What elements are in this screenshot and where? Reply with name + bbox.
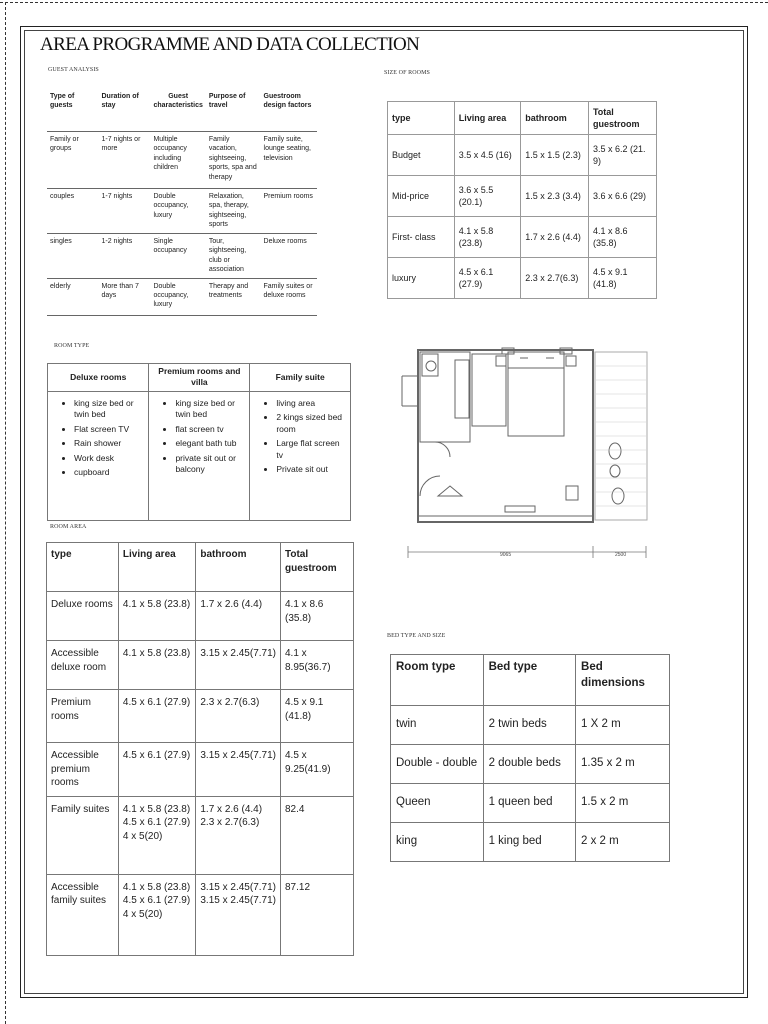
table-cell: Family suites xyxy=(47,796,119,874)
table-row xyxy=(47,641,354,690)
cell-line: 3.15 x 2.45(7.71) xyxy=(200,648,276,659)
table-header-cell: Premium rooms and villa xyxy=(149,364,250,392)
table-cell: Deluxe rooms xyxy=(47,592,119,641)
room-type-table xyxy=(47,363,351,521)
room-area-table xyxy=(46,542,354,956)
table-cell: Family vacation, sightseeing, sports, spa and therapy xyxy=(206,132,261,189)
cell-line: 4.5 x 6.1 (27.9) xyxy=(122,895,191,906)
list-item: • Large flat screen tv xyxy=(276,438,346,461)
table-header-cell: type xyxy=(47,543,119,592)
table-cell: singles xyxy=(47,233,98,278)
table-cell: Budget xyxy=(388,135,455,176)
table-cell xyxy=(118,874,195,955)
table-cell: Family suites or deluxe rooms xyxy=(261,278,317,315)
list-item: • king size bed or twin bed xyxy=(74,398,144,421)
table-cell xyxy=(118,592,195,641)
table-cell: twin xyxy=(391,706,484,745)
list-item: • cupboard xyxy=(74,467,144,478)
table-row xyxy=(47,132,317,189)
table-cell: Therapy and treatments xyxy=(206,278,261,315)
page-dashed-border-top xyxy=(0,2,768,3)
list-item: • private sit out or balcony xyxy=(175,453,245,476)
list-item: • flat screen tv xyxy=(175,424,245,435)
table-cell: 3.6 x 6.6 (29) xyxy=(588,176,656,217)
cell-line: 3.15 x 2.45(7.71) xyxy=(200,881,276,893)
table-header-cell: Guestroom design factors xyxy=(261,88,317,132)
table-cell xyxy=(196,874,281,955)
table-cell: 1 X 2 m xyxy=(576,706,670,745)
table-cell xyxy=(196,592,281,641)
table-cell: 3.5 x 4.5 (16) xyxy=(454,135,521,176)
table-row xyxy=(47,189,317,234)
table-cell: elderly xyxy=(47,278,98,315)
page-dashed-border-left xyxy=(5,2,6,1024)
table-cell xyxy=(118,690,195,743)
table-cell: 1-7 nights or more xyxy=(98,132,150,189)
table-cell: Premium rooms xyxy=(261,189,317,234)
table-cell xyxy=(196,690,281,743)
section-label-room-area: ROOM AREA xyxy=(50,524,87,530)
table-cell: 87.12 xyxy=(280,874,353,955)
cell-line: 4 x 5(20) xyxy=(122,908,163,920)
list-item: • Private sit out xyxy=(276,464,346,475)
table-cell: 4.5 x 9.1 (41.8) xyxy=(588,258,656,299)
table-row xyxy=(47,874,354,955)
table-row xyxy=(47,233,317,278)
guest-analysis-table xyxy=(47,88,317,316)
cell-line: 3.15 x 2.45(7.71) xyxy=(200,895,276,906)
table-row xyxy=(388,176,657,217)
table-row xyxy=(391,745,670,784)
table-row xyxy=(47,743,354,797)
cell-line: 4.5 x 6.1 (27.9) xyxy=(122,817,191,828)
table-cell: Double occupancy, luxury xyxy=(150,189,205,234)
table-row xyxy=(391,784,670,823)
table-header-cell: Duration of stay xyxy=(98,88,150,132)
list-item: • Flat screen TV xyxy=(74,424,144,435)
table-row xyxy=(47,278,317,315)
cell-line: 4.5 x 6.1 (27.9) xyxy=(122,750,191,761)
table-row xyxy=(48,391,351,520)
list-item: • 2 kings sized bed room xyxy=(276,412,346,435)
table-cell: 4.1 x 8.95(36.7) xyxy=(280,641,353,690)
list-item: • Work desk xyxy=(74,453,144,464)
table-cell: Accessible premium rooms xyxy=(47,743,119,797)
table-cell: Family suite, lounge seating, television xyxy=(261,132,317,189)
bed-type-table xyxy=(390,654,670,862)
table-header-cell: Guest characteristics xyxy=(150,88,205,132)
table-header-row xyxy=(47,88,317,132)
cell-line: 4.1 x 5.8 (23.8) xyxy=(122,648,191,659)
table-cell: couples xyxy=(47,189,98,234)
table-cell: More than 7 days xyxy=(98,278,150,315)
table-cell: 1.5 x 2 m xyxy=(576,784,670,823)
table-cell: 1.5 x 1.5 (2.3) xyxy=(521,135,589,176)
table-cell: Double occupancy, luxury xyxy=(150,278,205,315)
table-header-cell: Purpose of travel xyxy=(206,88,261,132)
table-header-cell: type xyxy=(388,102,455,135)
table-header-cell: bathroom xyxy=(196,543,281,592)
table-cell: First- class xyxy=(388,217,455,258)
table-cell: 3.6 x 5.5 (20.1) xyxy=(454,176,521,217)
table-header-cell: Bed type xyxy=(483,655,575,706)
table-cell: 4.1 x 8.6 (35.8) xyxy=(280,592,353,641)
table-cell: 1.7 x 2.6 (4.4) xyxy=(521,217,589,258)
table-cell xyxy=(48,391,149,520)
table-cell: 4.5 x 9.25(41.9) xyxy=(280,743,353,797)
feature-list-family-suite xyxy=(254,398,346,476)
table-cell xyxy=(196,743,281,797)
table-cell: 1-7 nights xyxy=(98,189,150,234)
table-cell: Double - double xyxy=(391,745,484,784)
table-cell: 2 twin beds xyxy=(483,706,575,745)
table-cell: Accessible family suites xyxy=(47,874,119,955)
table-header-cell: Living area xyxy=(454,102,521,135)
table-cell: 1 king bed xyxy=(483,823,575,862)
table-cell: king xyxy=(391,823,484,862)
table-cell: 4.5 x 9.1 (41.8) xyxy=(280,690,353,743)
page-title: AREA PROGRAMME AND DATA COLLECTION xyxy=(40,34,420,55)
table-row xyxy=(47,796,354,874)
table-header-cell: Total guestroom xyxy=(588,102,656,135)
table-cell: 3.5 x 6.2 (21. 9) xyxy=(588,135,656,176)
cell-line: 1.7 x 2.6 (4.4) xyxy=(200,803,263,815)
table-cell: 4.1 x 5.8 (23.8) xyxy=(454,217,521,258)
table-cell: 1.35 x 2 m xyxy=(576,745,670,784)
table-row xyxy=(47,690,354,743)
cell-line: 1.7 x 2.6 (4.4) xyxy=(200,599,263,610)
size-of-rooms-table xyxy=(387,101,657,299)
table-cell xyxy=(118,743,195,797)
cell-line: 4.1 x 5.8 (23.8) xyxy=(122,881,191,893)
section-label-size-of-rooms: SIZE OF ROOMS xyxy=(384,70,430,76)
table-cell: luxury xyxy=(388,258,455,299)
table-cell: Premium rooms xyxy=(47,690,119,743)
cell-line: 2.3 x 2.7(6.3) xyxy=(200,817,260,828)
section-label-guest-analysis: GUEST ANALYSIS xyxy=(48,67,99,73)
table-cell: Tour, sightseeing, club or association xyxy=(206,233,261,278)
table-cell xyxy=(118,641,195,690)
table-row xyxy=(388,217,657,258)
guestroom-floor-plan xyxy=(400,346,652,560)
table-cell xyxy=(118,796,195,874)
cell-line: 4.5 x 6.1 (27.9) xyxy=(122,697,191,708)
table-row xyxy=(388,258,657,299)
table-header-cell: Room type xyxy=(391,655,484,706)
section-label-room-type: ROOM TYPE xyxy=(54,343,90,349)
section-label-bed-type: BED TYPE AND SIZE xyxy=(387,633,446,639)
table-row xyxy=(391,706,670,745)
table-header-cell: Deluxe rooms xyxy=(48,364,149,392)
table-header-row xyxy=(47,543,354,592)
table-cell: 1-2 nights xyxy=(98,233,150,278)
table-cell: Accessible deluxe room xyxy=(47,641,119,690)
plan-dimension-right: 2500 xyxy=(615,552,627,558)
table-cell: 2 double beds xyxy=(483,745,575,784)
list-item: • elegant bath tub xyxy=(175,438,245,449)
table-header-cell: Total guestroom xyxy=(280,543,353,592)
table-header-cell: Living area xyxy=(118,543,195,592)
table-header-cell: Family suite xyxy=(250,364,351,392)
table-cell: Single occupancy xyxy=(150,233,205,278)
table-cell: 82.4 xyxy=(280,796,353,874)
table-cell: 4.1 x 8.6 (35.8) xyxy=(588,217,656,258)
table-header-row xyxy=(391,655,670,706)
table-cell: 2 x 2 m xyxy=(576,823,670,862)
table-row xyxy=(391,823,670,862)
table-cell: Relaxation, spa, therapy, sightseeing, sports xyxy=(206,189,261,234)
table-cell: 2.3 x 2.7(6.3) xyxy=(521,258,589,299)
cell-line: 4 x 5(20) xyxy=(122,830,163,842)
cell-line: 4.1 x 5.8 (23.8) xyxy=(122,599,191,610)
table-header-cell: Bed dimensions xyxy=(576,655,670,706)
list-item: • living area xyxy=(276,398,346,409)
table-row xyxy=(47,592,354,641)
plan-dimension-left: 9065 xyxy=(500,552,512,558)
table-cell: Deluxe rooms xyxy=(261,233,317,278)
table-header-cell: bathroom xyxy=(521,102,589,135)
table-header-cell: Type of guests xyxy=(47,88,98,132)
list-item: • Rain shower xyxy=(74,438,144,449)
table-cell: Multiple occupancy including children xyxy=(150,132,205,189)
table-cell: Mid-price xyxy=(388,176,455,217)
cell-line: 3.15 x 2.45(7.71) xyxy=(200,750,276,761)
table-cell: 4.5 x 6.1 (27.9) xyxy=(454,258,521,299)
feature-list-deluxe xyxy=(52,398,144,479)
table-cell xyxy=(196,796,281,874)
list-item: • king size bed or twin bed xyxy=(175,398,245,421)
table-row xyxy=(388,135,657,176)
cell-line: 2.3 x 2.7(6.3) xyxy=(200,697,260,708)
table-cell xyxy=(196,641,281,690)
table-cell: 1 queen bed xyxy=(483,784,575,823)
table-cell xyxy=(149,391,250,520)
table-cell xyxy=(250,391,351,520)
table-header-row xyxy=(388,102,657,135)
table-cell: Family or groups xyxy=(47,132,98,189)
cell-line: 4.1 x 5.8 (23.8) xyxy=(122,803,191,815)
table-cell: 1.5 x 2.3 (3.4) xyxy=(521,176,589,217)
feature-list-premium xyxy=(153,398,245,476)
table-cell: Queen xyxy=(391,784,484,823)
table-header-row xyxy=(48,364,351,392)
